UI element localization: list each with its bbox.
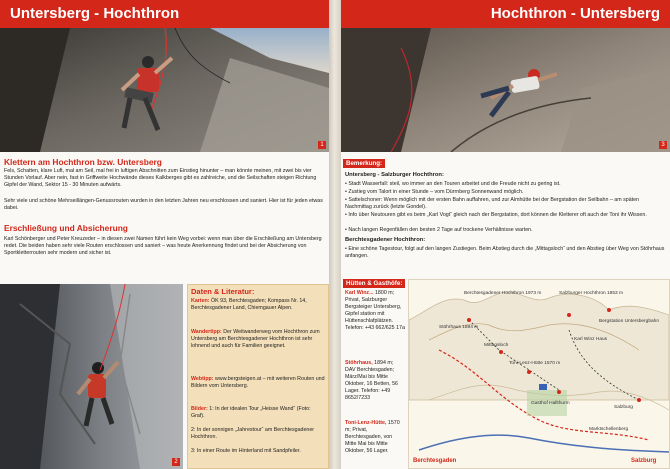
info-wandertipp-text: Der Weitwanderweg vom Hochthron zum Untersberg am Berchtesgadener Hochthron ist sehr lohnend und auch für Familien geeignet. [191, 329, 320, 349]
map-label: Stöhrhaus 1894 m [439, 325, 479, 330]
info-webtipp [191, 376, 325, 390]
info-bilder [191, 406, 325, 420]
map-label: Salzburg [614, 405, 633, 410]
photo-number-badge: 2 [172, 458, 180, 466]
huette-3: Toni-Lenz-Hütte, 1570 m; Privat, Berchtesgaden, von Mitte Mai bis Mitte Oktober, 56 Lager. [345, 420, 400, 454]
info-wandertipp [191, 329, 325, 350]
info-bilder-2: 2: In der sonnigen „Jahrestour“ am Berchtesgadener Hochthron. [191, 427, 315, 440]
section-text-erschliessung: Karl Schönberger und Peter Kreuzeder – in diesen zwei Namen führt kein Weg vorbei: wenn man über die Erschließung am Untersberg redet. Die beiden haben sehr viele Routen erschlossen und saniert – was heute Anerkennung findet und bei der Absicherung von Sportkletterrouten sehr modern und sicher ist. [4, 236, 322, 256]
bemerkung-tag: Bemerkung: [343, 159, 385, 168]
climber-photo-2 [0, 284, 183, 469]
area-map [408, 279, 670, 469]
map-label: Salzburger Hochthron 1853 m [559, 291, 623, 296]
map-marker [567, 313, 571, 317]
section-text-klettern-2: Sehr viele und schöne Mehrseillängen-Genussrouten wurden in den letzten Jahren neu erschlossen und saniert. Hier ist für jeden etwas dabei. [4, 198, 323, 211]
map-label-bottom: Berchtesgaden [413, 458, 457, 464]
right-page-title: Hochthron - Untersberg [341, 0, 670, 28]
bemerkung-item-6: • Eine schöne Tagestour, folgt auf den langen Zustiegen. Beim Abstieg durch die „Mittagsloch“ und den Abstieg über Weg von Stöhrhaus anfangen. [345, 246, 665, 259]
book-gutter [329, 0, 341, 469]
huetten-tag: Hütten & Gasthöfe: [343, 279, 405, 288]
right-page [341, 0, 670, 469]
left-page [0, 0, 329, 469]
map-label: Mittagsloch [484, 343, 509, 348]
map-label-right: Salzburg [631, 458, 657, 464]
bemerkung-sub-1: Untersberg - Salzburger Hochthron: [345, 172, 444, 178]
map-marker [499, 350, 503, 354]
info-karten-label: Karten: [191, 298, 210, 304]
map-marker [527, 370, 531, 374]
info-box-heading: Daten & Literatur: [191, 287, 255, 296]
map-marker [467, 318, 471, 322]
map-label: Toni-Lenz-Hütte 1570 m [509, 361, 561, 366]
photo-number-badge: 1 [318, 141, 326, 149]
section-heading-klettern: Klettern am Hochthron bzw. Untersberg [4, 157, 162, 167]
info-bilder-3: 3: In einer Route im Hinterland mit Sandpfeiler. [191, 448, 301, 454]
info-karten [191, 298, 325, 312]
bemerkung-item-4: • Info über Neutouren gibt es beim „Karl Vogt“ gleich nach der Bergstation, dort können die Kletterer oft auch der Toni ihr Wissen. [345, 212, 647, 218]
info-karten-text: ÖK 93, Berchtesgaden; Kompass Nr. 14, Berchtesgadener Land, Chiemgauer Alpen. [191, 298, 307, 311]
info-bilder-text-1: 1: In der idealen Tour „Heisse Wand“ (Foto: Graf). [191, 406, 311, 419]
photo-number-badge: 3 [659, 141, 667, 149]
info-webtipp-label: Webtipp: [191, 376, 214, 382]
bemerkung-item-5: • Nach langen Regenfällen den besten 2 Tage auf trockene Verhältnisse warten. [345, 227, 533, 233]
info-bilder-label: Bilder: [191, 406, 208, 412]
map-label: Marktschellenberg [589, 427, 629, 432]
map-marker [637, 398, 641, 402]
map-label: Berchtesgadener Hochthron 1973 m [464, 291, 542, 296]
section-text-klettern: Fels, Schatten, klare Luft, mal am Seil, mal frei in luftigen Abschnitten zum Einstieg hinunter – man könnte meinen, mit zwei bis vier Stunden Vorlauf. Aber nein, fast in Griffweite Hochwände dieses Kalkberges gibt es zahlreiche, und die Seilschaften steigen Richtung Gipfel der Wand, Sektor 15 - 30 Minuten aufwärts. [4, 168, 317, 188]
huette-2: Stöhrhaus, 1894 m; DAV Berchtesgaden; März/Mai bis Mitte Oktober, 16 Betten, 56 Lager. Telefon: +49 8652/7233 [345, 360, 399, 401]
bemerkung-item-3: • Sattelschoner: Wenn möglich mit der ersten Bahn auffahren, und zur Almhütte bei der Bergstation der Seilbahn – am späten Nachmittag zurück (letzte Gondel). [345, 197, 640, 210]
map-marker [557, 390, 561, 394]
bemerkung-item-2: • Zustieg vom Talort in einer Stunde – vom Dürrnberg Sonnenwand möglich. [345, 189, 524, 195]
info-wandertipp-label: Wandertipp: [191, 329, 222, 335]
bemerkung-item-1: • Stadt Wasserfall: steil, wo immer an den Touren arbeitet und die Freude nicht zu gering ist. [345, 181, 561, 187]
parking-icon [539, 384, 547, 390]
section-heading-erschliessung: Erschließung und Absicherung [4, 223, 128, 233]
map-marker [607, 308, 611, 312]
map-label: Karl Winz Haus [574, 337, 608, 342]
map-label: Gasthof Hallthurm [531, 401, 570, 406]
map-label: Bergstation Untersbergbahn [599, 319, 659, 324]
huette-1: Karl Winz... 1800 m; Privat, Salzburger Bergsteiger Untersberg, Gipfel station mit Hüttenschlafplätzen. Telefon: +43 662/625 17a [345, 290, 405, 331]
bemerkung-sub-2: Berchtesgadener Hochthron: [345, 237, 426, 243]
climber-photo-1 [0, 28, 329, 152]
info-webtipp-text: www.bergsteigen.at – mit weiteren Routen und Bildern vom Untersberg. [191, 376, 325, 389]
left-page-title: Untersberg - Hochthron [0, 0, 329, 28]
climber-photo-3 [341, 28, 670, 152]
